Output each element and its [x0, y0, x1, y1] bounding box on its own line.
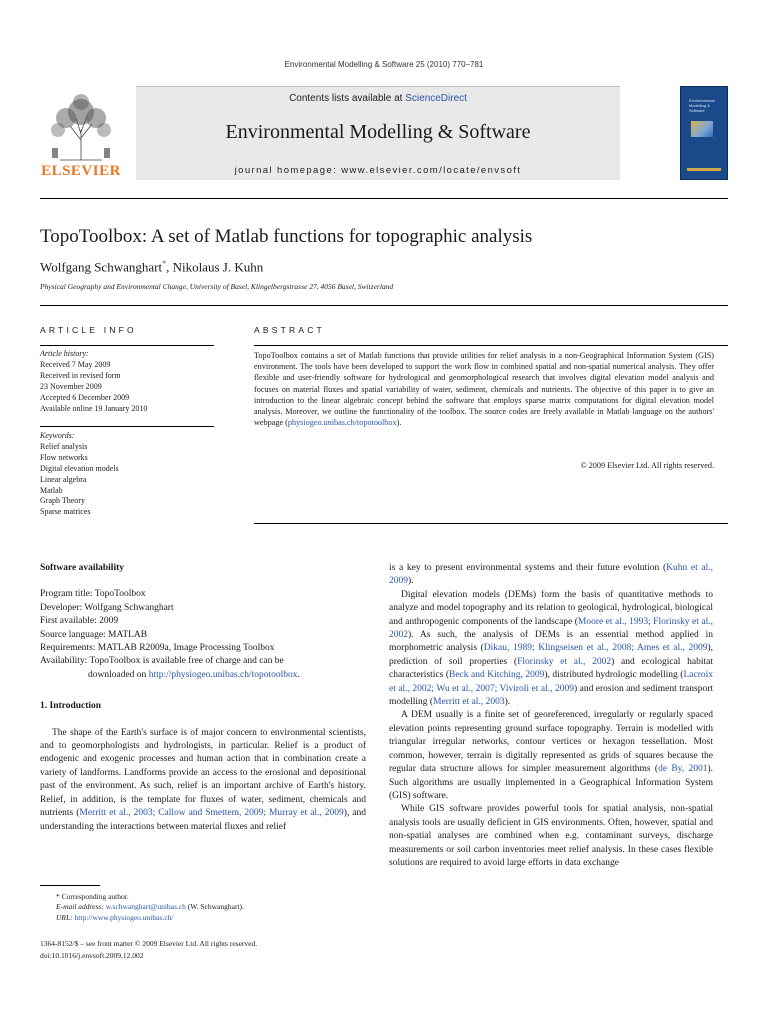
- gis-paragraph: While GIS software provides powerful tools for spatial analysis, non-spatial analysis tools are usually deficient in GIS environments. Often, however, spatial and non-spatial analyses are combined when e.g. contaminant surveys, discharge measurements or soil carbon inventories meet relief analysis. In these cases flexible solutions are required to avoid large efforts in data exchange: [389, 804, 713, 868]
- paper-title: TopoToolbox: A set of Matlab functions for topographic analysis: [40, 226, 533, 247]
- email-label: E-mail address:: [56, 902, 106, 912]
- keyword-item: Graph Theory: [40, 496, 85, 506]
- abstract-body: TopoToolbox contains a set of Matlab functions that provide utilities for relief analysis in a non-Geographical Information System (GIS) environment. The tools have been developed to support the work flow in combined spatial and non-spatial numerical analysis. They offer flexible and user-friendly software for hydrological and geomorphological research that involves digital elevation model analysis and focuses on material fluxes and spatial variability of water, sediment, chemicals and nutrients. The objective of this paper is to give an introduction to the linear algebraic concept behind the software that employs sparse matrix computations for digital elevation model analysis. Moreover, we outline the functionality of the toolbox. The source codes are freely available in Matlab language on the authors' webpage (: [254, 351, 714, 428]
- body-text: ). Such algorithms are usually implemented in a Geographical Information System (GIS) software.: [389, 764, 714, 801]
- article-info-heading: ARTICLE INFO: [40, 325, 137, 335]
- url-label: URL:: [56, 912, 75, 922]
- history-label: Article history:: [40, 349, 89, 358]
- url-line: [40, 913, 370, 923]
- intro-text-end: ), and understanding the interactions between material fluxes and relief: [40, 808, 366, 832]
- sciencedirect-link[interactable]: ScienceDirect: [405, 93, 467, 104]
- software-line: Program title: TopoToolbox: [40, 589, 146, 600]
- software-download-line: [40, 669, 366, 682]
- keyword-item: Matlab: [40, 485, 63, 495]
- keyword-item: Digital elevation models: [40, 463, 119, 473]
- body-text: Digital elevation models (DEMs) form the basis of quantitative methods to analyze and model topography and its relation to geological, hydrological, biological and anthropogenic components of the landscape (: [389, 589, 713, 627]
- journal-title: Environmental Modelling & Software: [225, 121, 531, 143]
- history-item: Available online 19 January 2010: [40, 403, 148, 413]
- software-line: Source language: MATLAB: [40, 629, 148, 640]
- keyword-item: Linear algebra: [40, 474, 87, 484]
- author-first: Wolfgang Schwanghart: [40, 259, 163, 275]
- corresponding-author-marker[interactable]: *: [162, 259, 167, 268]
- footnote-rule: [40, 885, 100, 886]
- cover-title: Environmental Modelling & Software: [689, 98, 715, 113]
- elsevier-tree-icon: [40, 90, 122, 162]
- citation-link[interactable]: Dikau, 1989; Klingseisen et al., 2008; Ames et al., 2009: [483, 643, 708, 654]
- download-link[interactable]: http://physiogeo.unibas.ch/topotoolbox: [148, 669, 298, 680]
- email-line: [40, 902, 370, 912]
- citation-link[interactable]: Moore et al., 1993; Florinsky et al., 2002: [389, 616, 713, 641]
- history-item: 23 November 2009: [40, 381, 102, 391]
- body-text: A DEM usually is a finite set of georeferenced, irregularly or regularly spaced elevation points representing ground surface topography. Terrain is modelled with triangular irregular networks, contour vertices or hexagon tessellation. Most common, however, terrain is digitally represented as grids of squares because the regular data structure allows for simpler measurement algorithms (: [389, 710, 713, 775]
- abstract-heading: ABSTRACT: [254, 325, 325, 335]
- journal-banner: [136, 86, 620, 180]
- citation-link[interactable]: Lacroix et al., 2002; Wu et al., 2007; Viviroli et al., 2009: [389, 670, 713, 694]
- keywords-label: Keywords:: [40, 431, 75, 440]
- body-text: ).: [408, 576, 414, 587]
- intro-paragraph: [40, 727, 366, 834]
- body-text: ). As such, the analysis of DEMs is an essential method applied in morphometric analysis (: [389, 630, 713, 654]
- software-line: Requirements: MATLAB R2009a, Image Processing Toolbox: [40, 643, 275, 654]
- cover-strip: [687, 168, 721, 171]
- keywords: [40, 431, 214, 518]
- introduction-heading: 1. Introduction: [40, 701, 102, 712]
- software-availability-heading: Software availability: [40, 563, 125, 573]
- abstract-rule-bottom: [254, 523, 728, 524]
- body-text: ), distributed hydrologic modelling (: [544, 670, 684, 681]
- header-rule: [40, 198, 728, 199]
- contents-line: [136, 93, 620, 104]
- email-suffix: (W. Schwanghart).: [185, 902, 244, 912]
- body-text: is a key to present environmental systems and their future evolution (: [389, 563, 667, 573]
- abstract-copyright: © 2009 Elsevier Ltd. All rights reserved.: [580, 461, 714, 470]
- software-line: Developer: Wolfgang Schwanghart: [40, 602, 174, 613]
- footnote: [40, 892, 370, 923]
- topotoolbox-link[interactable]: physiogeo.unibas.ch/topotoolbox: [287, 418, 397, 428]
- continuation-paragraph: [389, 562, 713, 589]
- body-text: ), prediction of soil properties (: [389, 643, 713, 667]
- keyword-item: Flow networks: [40, 452, 88, 462]
- cover-image: [691, 121, 713, 137]
- history-item: Accepted 6 December 2009: [40, 392, 130, 402]
- contents-prefix: Contents lists available at: [289, 93, 406, 104]
- elsevier-logo: [40, 90, 122, 180]
- front-matter: [40, 938, 370, 961]
- software-line: Availability: TopoToolbox is available free of charge and can be: [40, 656, 284, 667]
- keyword-item: Sparse matrices: [40, 507, 91, 517]
- right-column: [389, 562, 713, 870]
- citation-link[interactable]: Merritt et al., 2003: [433, 697, 505, 708]
- abstract-end: ).: [396, 418, 402, 428]
- citation-link[interactable]: Merritt et al., 2003; Callow and Smettem, 2009; Murray et al., 2009: [79, 808, 344, 819]
- keyword-item: Relief analysis: [40, 441, 88, 451]
- title-rule: [40, 305, 728, 306]
- affiliation: Physical Geography and Environmental Change, University of Basel, Klingelbergstrasse 27, 4056 Basel, Switzerland: [40, 282, 394, 291]
- body-text: ).: [504, 697, 511, 708]
- body-text: ) and ecological habitat characteristics (: [389, 656, 713, 681]
- abstract-text: [254, 350, 714, 428]
- citation-link[interactable]: de By, 2001: [658, 764, 708, 775]
- citation-link[interactable]: Kuhn et al., 2009: [389, 563, 714, 587]
- history-item: Received in revised form: [40, 370, 121, 380]
- intro-text: The shape of the Earth's surface is of major concern to environmental scientists, and to geomorphologists and hydrologists, in particular. Relief is a product of endogenic and exogenic processes and human action that in combination create a variety of landforms. Landforms provide an access to the erosional and depositional past of the environment. As such, relief is an important archive of Earth's history. Relief, in addition, is the template for fluxes of water, sediment, chemicals and nutrients (: [40, 727, 366, 819]
- dem-paragraph: [389, 589, 713, 710]
- download-prefix: downloaded on: [88, 669, 149, 680]
- author-rest: , Nikolaus J. Kuhn: [166, 259, 264, 275]
- history-item: Received 7 May 2009: [40, 359, 111, 369]
- citation-link[interactable]: Beck and Kitching, 2009: [449, 670, 545, 681]
- journal-header: [40, 86, 728, 182]
- author-list: [40, 259, 263, 275]
- journal-reference: Environmental Modelling & Software 25 (2010) 770–781: [284, 60, 484, 69]
- issn-line: 1364-8152/$ – see front matter © 2009 Elsevier Ltd. All rights reserved.: [40, 939, 258, 948]
- elsevier-wordmark: ELSEVIER: [41, 163, 121, 179]
- software-line: First available: 2009: [40, 616, 119, 627]
- download-end: .: [297, 669, 300, 680]
- citation-link[interactable]: Florinsky et al., 2002: [517, 656, 612, 667]
- journal-homepage[interactable]: journal homepage: www.elsevier.com/locate/envsoft: [234, 165, 522, 176]
- abstract-rule-top: [254, 345, 728, 346]
- body-text: ) and erosion and sediment transport modelling (: [389, 683, 713, 708]
- left-column: [40, 562, 366, 834]
- corresponding-author-note: * Corresponding author.: [56, 892, 129, 901]
- url-link[interactable]: http://www.physiogeo.unibas.ch/: [74, 912, 174, 922]
- doi-line[interactable]: doi:10.1016/j.envsoft.2009.12.002: [40, 950, 144, 960]
- email-link[interactable]: w.schwanghart@unibas.ch: [105, 902, 186, 912]
- article-history: [40, 349, 214, 414]
- article-info-rule: [40, 345, 214, 346]
- dem-definition-paragraph: [389, 709, 713, 803]
- keywords-rule: [40, 426, 214, 427]
- journal-cover-thumbnail: [680, 86, 728, 180]
